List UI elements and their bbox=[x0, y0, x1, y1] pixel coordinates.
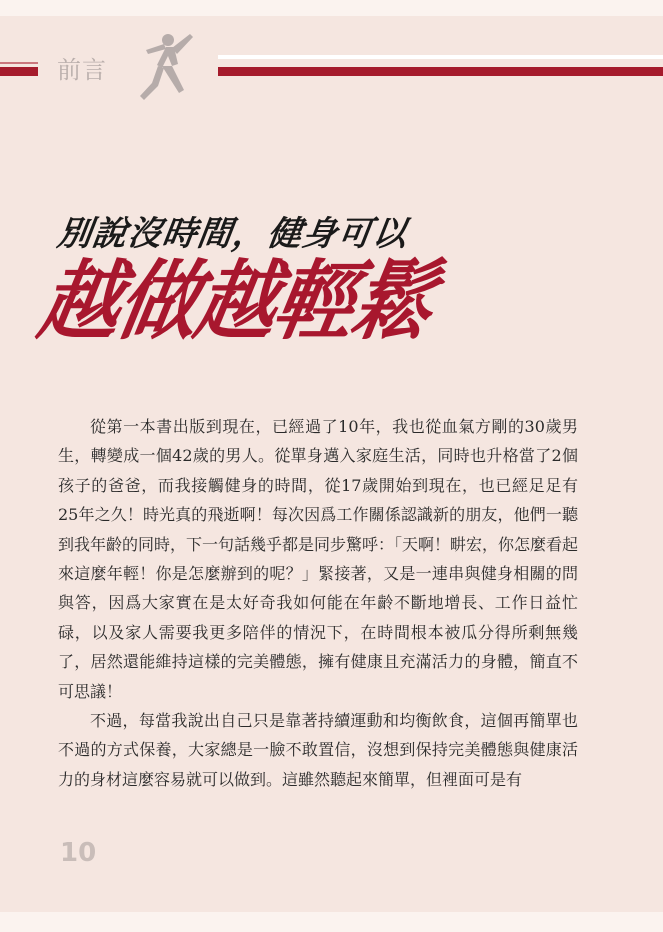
bottom-margin bbox=[0, 912, 663, 932]
header-rule-left bbox=[0, 67, 38, 76]
header-rule-right-thin bbox=[218, 55, 663, 59]
top-margin bbox=[0, 0, 663, 16]
header-rule-left-thin bbox=[0, 62, 38, 64]
body-paragraph-2: 不過，每當我說出自己只是靠著持續運動和均衡飲食，這個再簡單也不過的方式保養，大家總是一臉不敢置信，沒想到保持完美體態與健康活力的身材這麼容易就可以做到。這雖然聽起來簡單，但裡面可是有 bbox=[58, 711, 578, 789]
headline-line-1: 別說沒時間，健身可以 bbox=[54, 214, 411, 254]
page-number: 10 bbox=[60, 838, 97, 868]
body-text bbox=[58, 412, 578, 794]
headline-line-2: 越做越輕鬆 bbox=[32, 251, 440, 352]
section-label: 前言 bbox=[57, 56, 107, 84]
body-paragraph-1: 從第一本書出版到現在，已經過了10年，我也從血氣方剛的30歲男生，轉變成一個42歲的男人。從單身邁入家庭生活，同時也升格當了2個孩子的爸爸，而我接觸健身的時間，從17歲開始到現在，也已經足足有25年之久！時光真的飛逝啊！每次因爲工作關係認識新的朋友，他們一聽到我年齡的同時，下一句話幾乎都是同步驚呼：「天啊！畊宏，你怎麼看起來這麼年輕！你是怎麼辦到的呢？」緊接著，又是一連串與健身相關的問與答，因爲大家實在是太好奇我如何能在年齡不斷地增長、工作日益忙碌，以及家人需要我更多陪伴的情況下，在時間根本被瓜分得所剩無幾了，居然還能維持這樣的完美體態，擁有健康且充滿活力的身體，簡直不可思議！ bbox=[58, 417, 579, 701]
header-rule-right bbox=[218, 67, 663, 76]
jumping-person-icon bbox=[132, 30, 196, 106]
